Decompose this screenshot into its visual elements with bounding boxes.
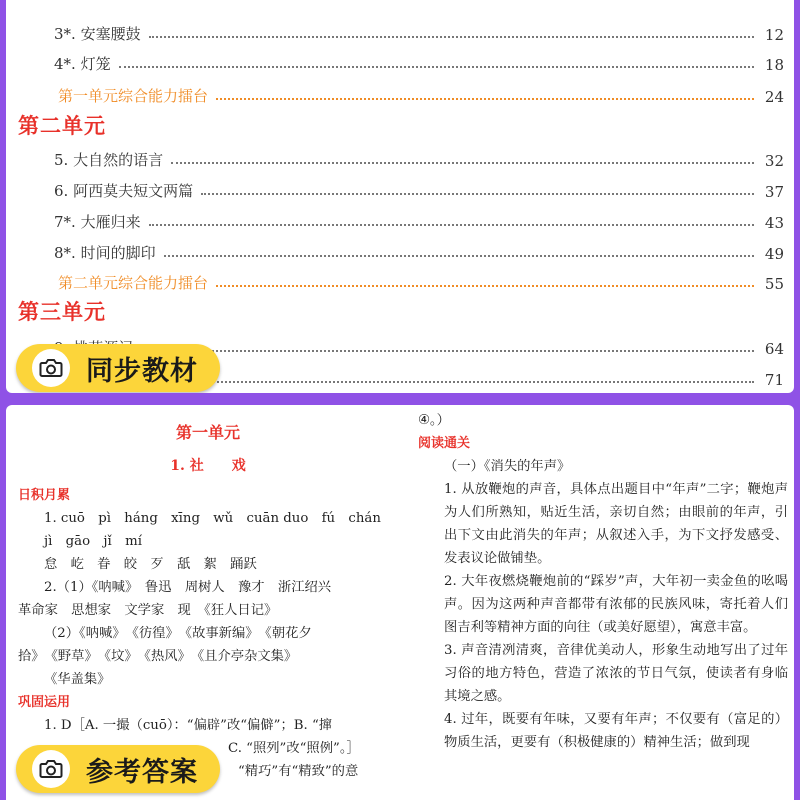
answer-right-column [418,405,788,754]
section-heading: 巩固运用 [18,695,71,710]
reading-title: （一）《消失的年声》 [444,459,571,474]
toc-page-number: 64 [764,340,784,358]
answer-paragraph: 1. 从放鞭炮的声音，具体点出题目中“年声”二字；鞭炮声为人们所熟知，贴近生活，亲切自然；由眼前的年声，引出下文由此消失的年声；从叙述入手，为下文抒发感受、发表议论做铺垫。 [444,482,788,566]
leader-dots [141,350,754,352]
toc-title: 8*. 时间的脚印 [54,244,156,262]
toc-row[interactable] [54,173,784,201]
leader-dots [119,66,754,68]
toc-title: 6. 阿西莫夫短文两篇 [54,182,194,200]
camera-icon [32,750,70,788]
unit-heading: 第二单元 [18,113,106,138]
toc-page-number: 43 [764,214,784,232]
unit-heading: 第三单元 [18,299,106,324]
toc-row[interactable] [54,204,784,232]
answer-key-badge [16,745,220,793]
leader-dots [171,162,754,164]
section-heading: 阅读通关 [418,436,471,451]
answer-line: jì gāo jǐ mí [44,534,142,549]
toc-page-number: 49 [764,245,784,263]
answer-line: 2.（1）《呐喊》 鲁迅 周树人 豫才 浙江绍兴 [44,580,332,595]
toc-page-number: 71 [764,371,784,389]
toc-title: 5. 大自然的语言 [54,151,164,169]
toc-page-number: 32 [764,152,784,170]
toc-title: 7*. 大雁归来 [54,213,141,231]
lesson-title: 1. 社 戏 [170,458,246,474]
toc-row[interactable] [54,16,784,44]
answer-line: 拾》 《野草》 《坟》 《热风》 《且介亭杂文集》 [18,649,298,664]
answer-line: “精巧”有“精致”的意 [238,764,359,779]
answer-key-page [6,405,794,800]
toc-row-summary[interactable] [58,265,784,293]
toc-page-number: 12 [764,26,784,44]
toc-title: 第一单元综合能力擂台 [58,87,209,105]
textbook-toc-page [6,0,794,393]
leader-dots [149,224,754,226]
unit-heading: 第一单元 [175,423,240,442]
answer-paragraph: 2. 大年夜燃烧鞭炮前的“踩岁”声，大年初一卖金鱼的吆喝声。因为这两种声音都带有浓郁的民族风味，寄托着人们图吉利等精神方面的向往（或美好愿望），寓意丰富。 [444,574,788,635]
leader-dots [216,285,754,287]
camera-icon [32,349,70,387]
toc-page-number: 37 [764,183,784,201]
answer-line: 革命家 思想家 文学家 现 《狂人日记》 [18,603,278,618]
toc-page-number: 18 [764,56,784,74]
toc-row[interactable] [54,46,784,74]
leader-dots [201,193,754,195]
textbook-badge [16,344,220,392]
badge-label: 同步教材 [86,355,198,387]
leader-dots [149,36,754,38]
leader-dots [216,98,754,100]
answer-paragraph: 3. 声音清冽清爽，音律优美动人，形象生动地写出了过年习俗的地方特色，营造了浓浓的节日气氛，使读者有身临其境之感。 [444,643,788,704]
toc-row[interactable] [54,235,784,263]
toc-title: 3*. 安塞腰鼓 [54,25,141,43]
answer-line: C. “照列”改“照例”。］ [228,741,360,756]
toc-page-number: 24 [764,88,784,106]
answer-line: 1. cuō pì háng xīng wǔ cuān duo fú chán [44,511,381,526]
answer-line: 怠 屹 眷 皎 歹 舐 絮 踊跃 [44,557,257,572]
answer-line: （2）《呐喊》 《彷徨》 《故事新编》 《朝花夕 [44,626,312,641]
section-heading: 日积月累 [18,488,71,503]
toc-row[interactable] [54,142,784,170]
answer-paragraph: 4. 过年，既要有年味，又要有年声；不仅要有（富足的）物质生活，更要有（积极健康的）精神生活；做到现 [444,712,788,750]
answer-line: 《华盖集》 [44,672,111,687]
badge-label: 参考答案 [86,756,198,788]
answer-line: 1. D［A. 一撮（cuō）：“偏辟”改“偏僻”；B. “撺 [44,718,333,733]
toc-title: 4*. 灯笼 [54,55,111,73]
answer-line: ④。） [418,413,450,428]
toc-row-summary[interactable] [58,78,784,106]
answer-left-column [18,405,398,783]
toc-title: 第二单元综合能力擂台 [58,274,209,292]
leader-dots [164,255,754,257]
toc-page-number: 55 [764,275,784,293]
